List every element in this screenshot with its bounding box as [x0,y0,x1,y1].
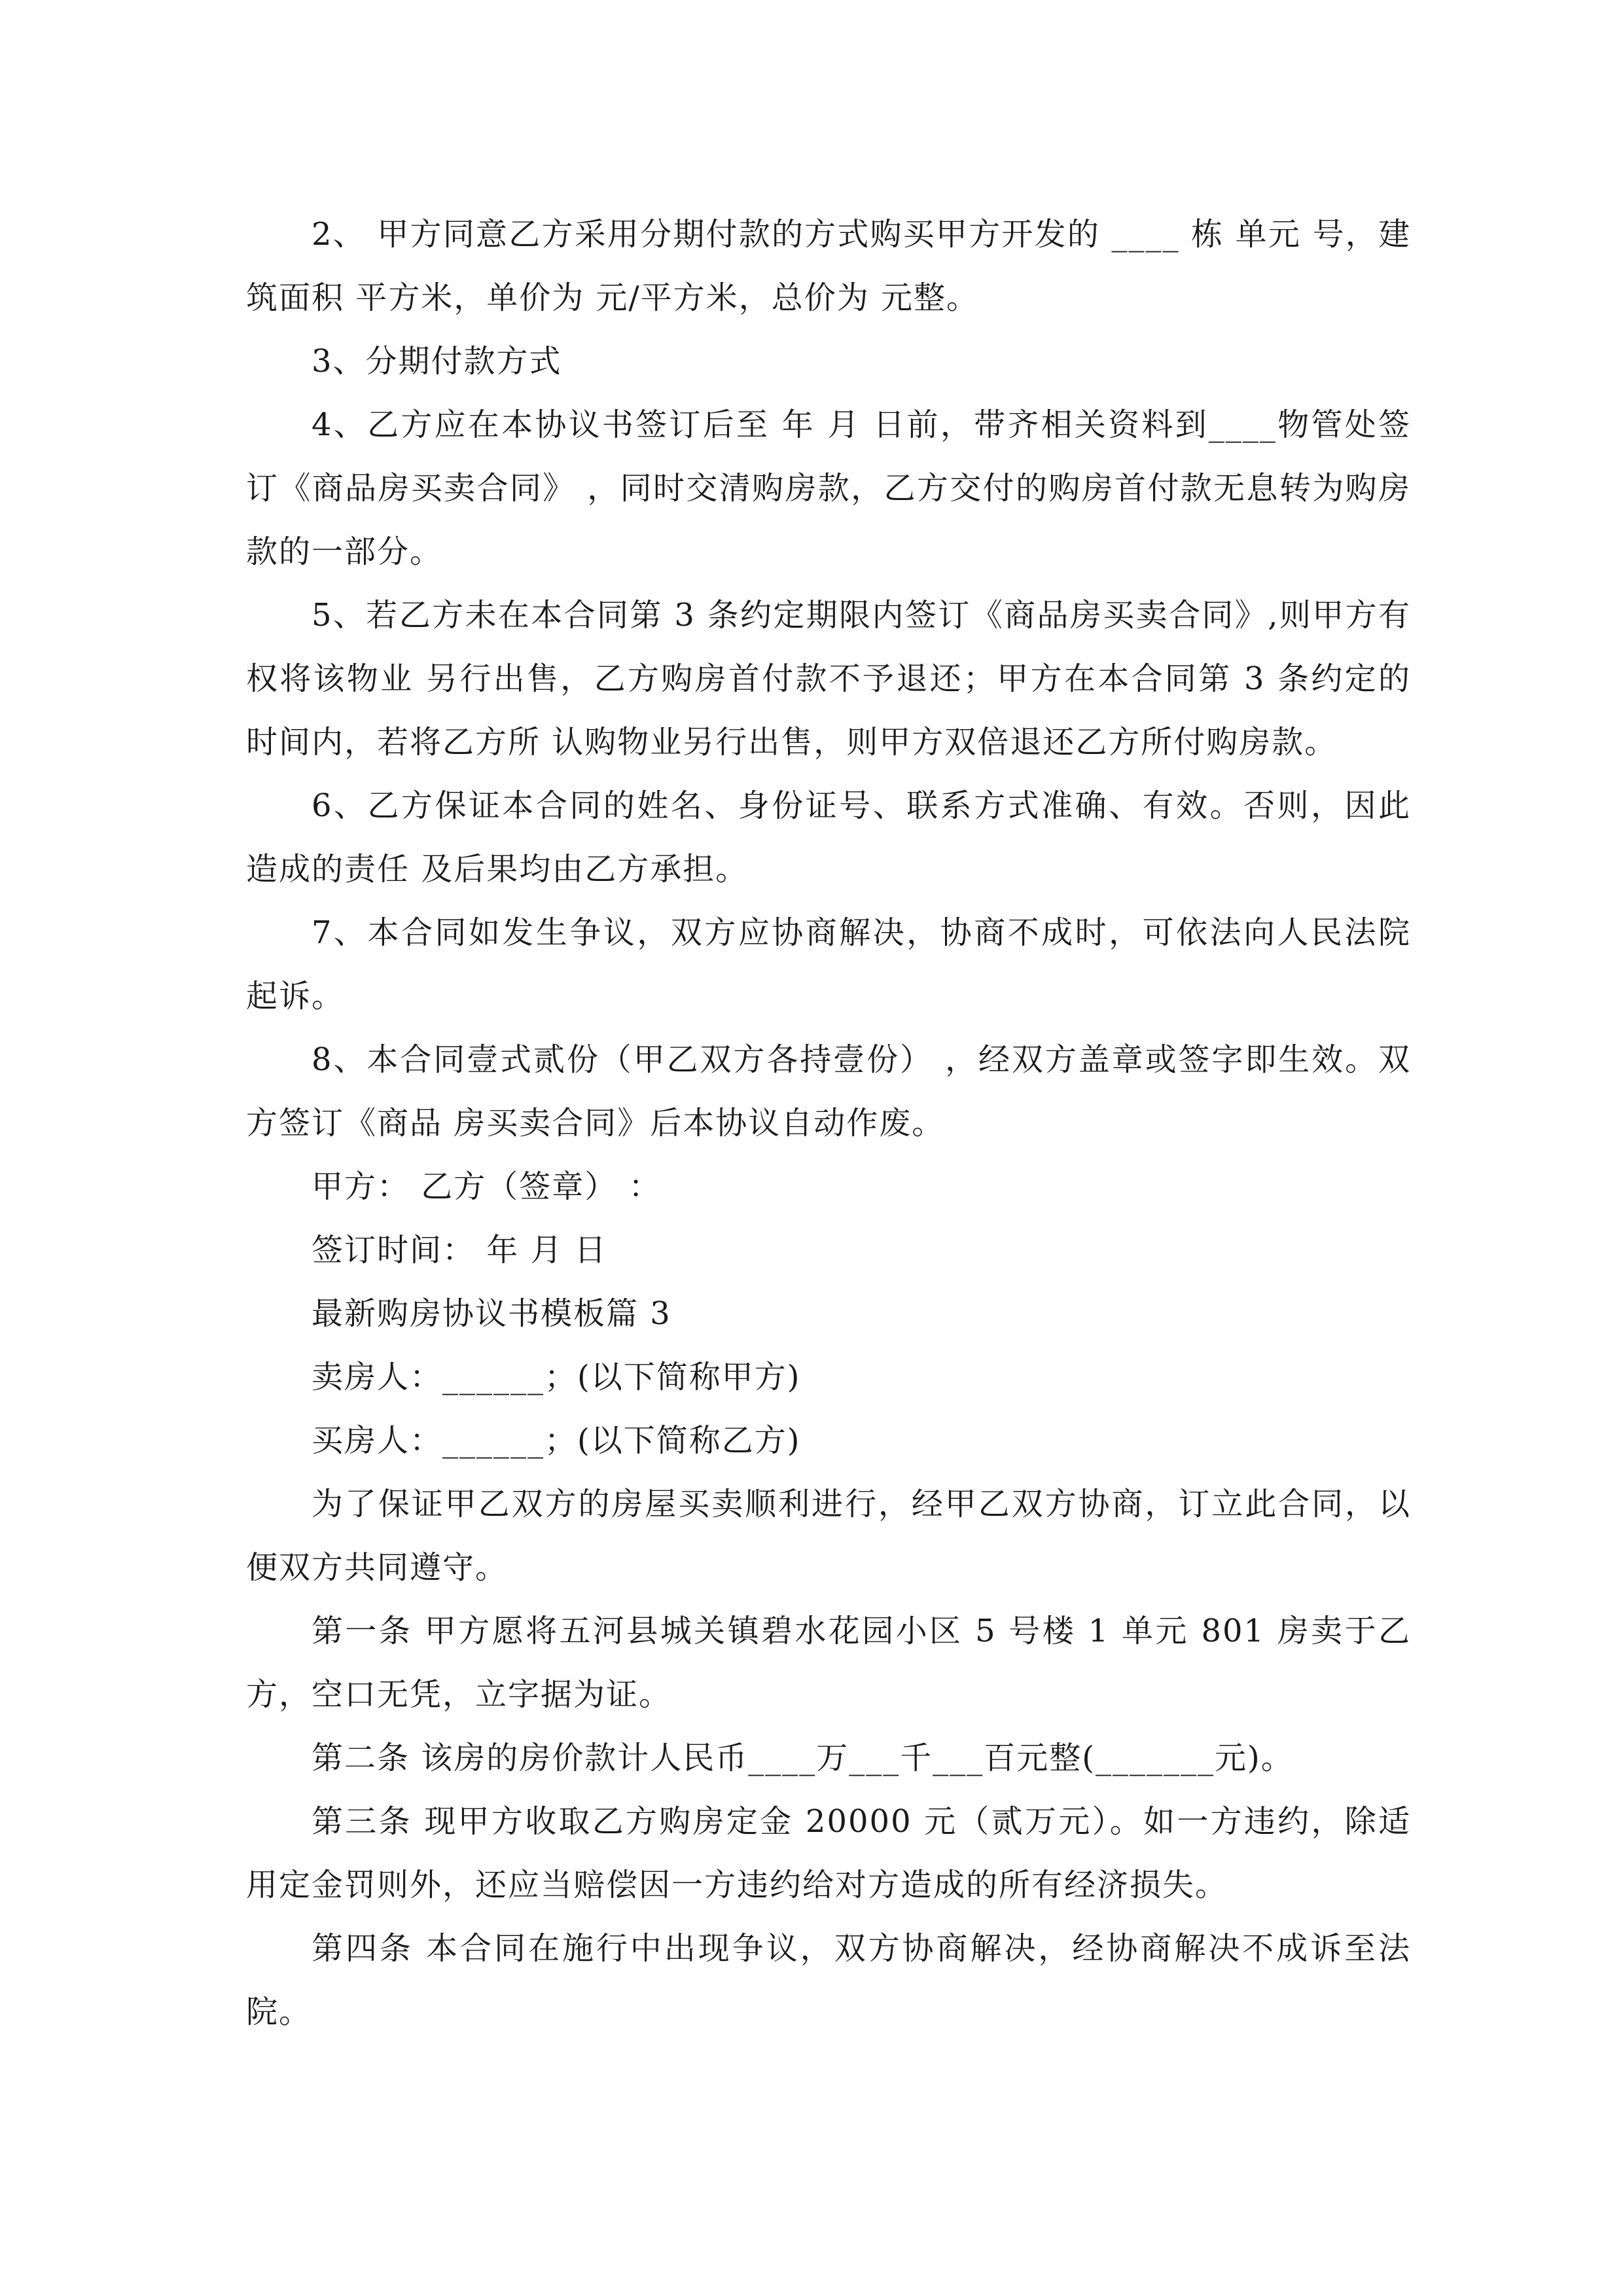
signature-parties-line: 甲方： 乙方（签章） ： [312,1168,662,1205]
clause-7-paragraph: 7、本合同如发生争议，双方应协商解决，协商不成时，可依法向人民法院起诉。 [246,914,1411,1014]
article-3-paragraph: 第三条 现甲方收取乙方购房定金 20000 元（贰万元）。如一方违约，除适用定金罚则外，还应当赔偿因一方违约给对方造成的所有经济损失。 [246,1803,1411,1903]
article-4-paragraph: 第四条 本合同在施行中出现争议，双方协商解决，经协商解决不成诉至法院。 [246,1930,1411,2030]
clause-8-paragraph: 8、本合同壹式贰份（甲乙双方各持壹份） ，经双方盖章或签字即生效。双方签订《商品 房买卖合同》后本协议自动作废。 [246,1041,1411,1141]
signing-date-line: 签订时间： 年 月 日 [312,1232,607,1268]
clause-5-paragraph: 5、若乙方未在本合同第 3 条约定期限内签订《商品房买卖合同》,则甲方有权将该物业 另行出售，乙方购房首付款不予退还；甲方在本合同第 3 条约定的时间内，若将乙方所 认购物业另行出售，则甲方双倍退还乙方所付购房款。 [246,597,1411,761]
clause-6-paragraph: 6、乙方保证本合同的姓名、身份证号、联系方式准确、有效。否则，因此造成的责任 及后果均由乙方承担。 [246,787,1411,888]
article-2-paragraph: 第二条 该房的房价款计人民币____万___千___百元整(_______元)。 [312,1740,1294,1776]
clause-2-paragraph: 2、 甲方同意乙方采用分期付款的方式购买甲方开发的 ____ 栋 单元 号，建筑面积 平方米，单价为 元/平方米，总价为 元整。 [246,216,1411,316]
buyer-line: 买房人：______；(以下简称乙方) [312,1422,801,1459]
clause-4-paragraph: 4、乙方应在本协议书签订后至 年 月 日前，带齐相关资料到____物管处签订《商品房买卖合同》 ，同时交清购房款，乙方交付的购房首付款无息转为购房款的一部分。 [246,406,1411,570]
preamble-paragraph: 为了保证甲乙双方的房屋买卖顺利进行，经甲乙双方协商，订立此合同，以便双方共同遵守。 [246,1486,1411,1586]
document-body [246,203,1411,2044]
clause-3-paragraph: 3、分期付款方式 [312,343,562,380]
seller-line: 卖房人：______；(以下简称甲方) [312,1359,801,1395]
article-1-paragraph: 第一条 甲方愿将五河县城关镇碧水花园小区 5 号楼 1 单元 801 房卖于乙方，空口无凭，立字据为证。 [246,1613,1411,1713]
template-heading: 最新购房协议书模板篇 3 [312,1295,671,1332]
